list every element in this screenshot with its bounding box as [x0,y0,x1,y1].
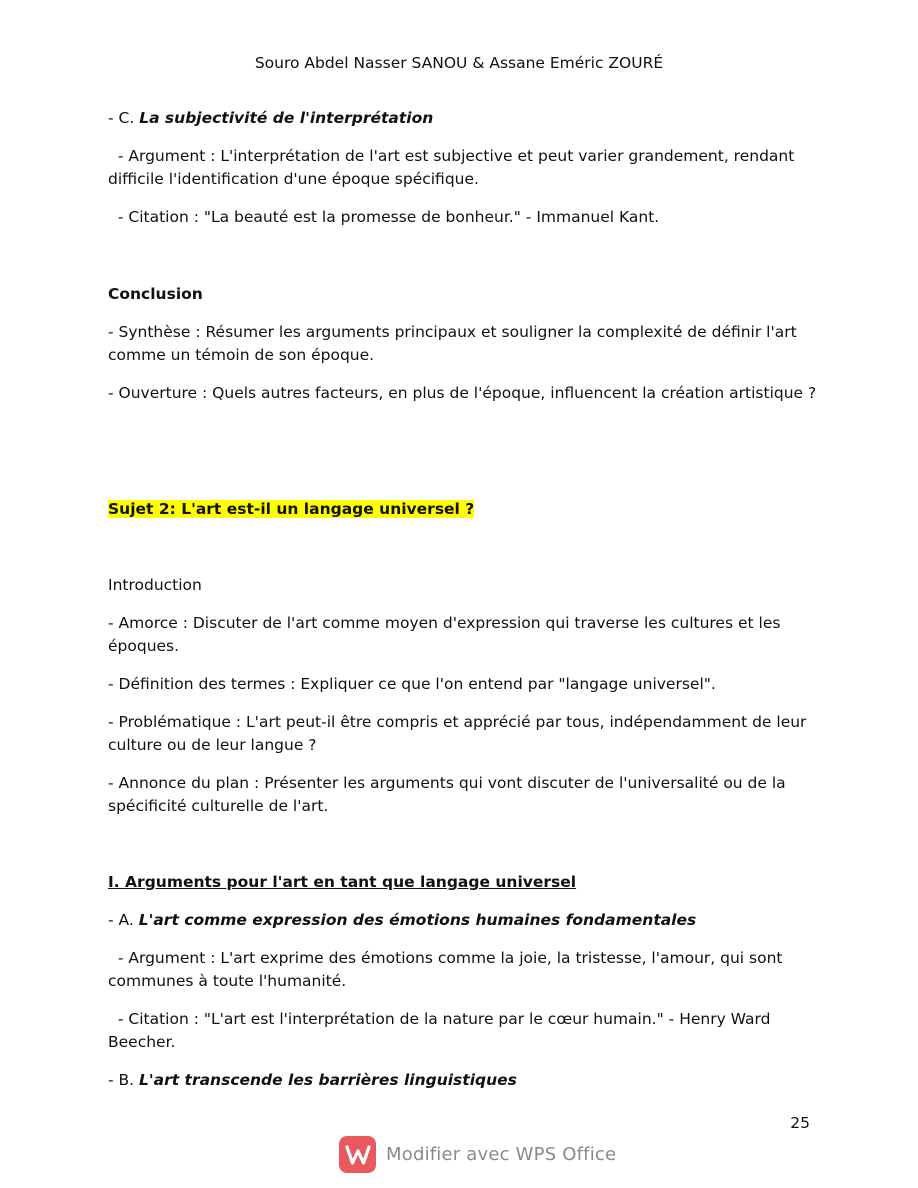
sujet2-title: Sujet 2: L'art est-il un langage universel ? [108,500,475,518]
section-c-citation: - Citation : "La beauté est la promesse de bonheur." - Immanuel Kant. [108,208,660,226]
section-c-heading [108,107,820,130]
part1-a-citation: - Citation : "L'art est l'interprétation de la nature par le cœur humain." - Henry Ward Beecher. [108,1010,776,1051]
introduction-amorce: - Amorce : Discuter de l'art comme moyen d'expression qui traverse les cultures et les époques. [108,614,781,655]
conclusion-ouverture: - Ouverture : Quels autres facteurs, en plus de l'époque, influencent la création artistique ? [108,384,817,402]
wps-edit-label[interactable]: Modifier avec WPS Office [386,1144,617,1165]
wps-edit-banner[interactable] [339,1136,616,1173]
wps-logo-icon [339,1136,376,1173]
page-header-authors: Souro Abdel Nasser SANOU & Assane Eméric ZOURÉ [254,54,664,72]
part1-a-prefix: - A. [108,911,139,929]
introduction-title: Introduction [108,576,202,594]
section-c-argument: - Argument : L'interprétation de l'art est subjective et peut varier grandement, rendant difficile l'identification d'une époque spécifique. [108,147,800,188]
introduction-annonce: - Annonce du plan : Présenter les arguments qui vont discuter de l'universalité ou de la spécificité culturelle de l'art. [108,774,786,815]
part1-a-title: L'art comme expression des émotions humaines fondamentales [138,911,697,929]
part1-a-argument: - Argument : L'art exprime des émotions comme la joie, la tristesse, l'amour, qui sont communes à toute l'humanité. [108,949,788,990]
part1-b-prefix: - B. [108,1071,140,1089]
page-number: 25 [790,1114,810,1132]
part1-title: I. Arguments pour l'art en tant que langage universel [108,873,577,891]
introduction-problematique: - Problématique : L'art peut-il être compris et apprécié par tous, indépendamment de leur culture ou de leur langue ? [108,713,807,754]
section-c-prefix: - C. [108,109,140,127]
document-body [108,107,820,1107]
conclusion-synthese: - Synthèse : Résumer les arguments principaux et souligner la complexité de définir l'art comme un témoin de son époque. [108,323,797,364]
part1-a-heading [108,909,820,932]
conclusion-title: Conclusion [108,285,203,303]
introduction-definition: - Définition des termes : Expliquer ce que l'on entend par "langage universel". [108,675,716,693]
section-c-title: La subjectivité de l'interprétation [139,109,434,127]
part1-b-heading [108,1069,820,1092]
part1-b-title: L'art transcende les barrières linguistiques [139,1071,517,1089]
